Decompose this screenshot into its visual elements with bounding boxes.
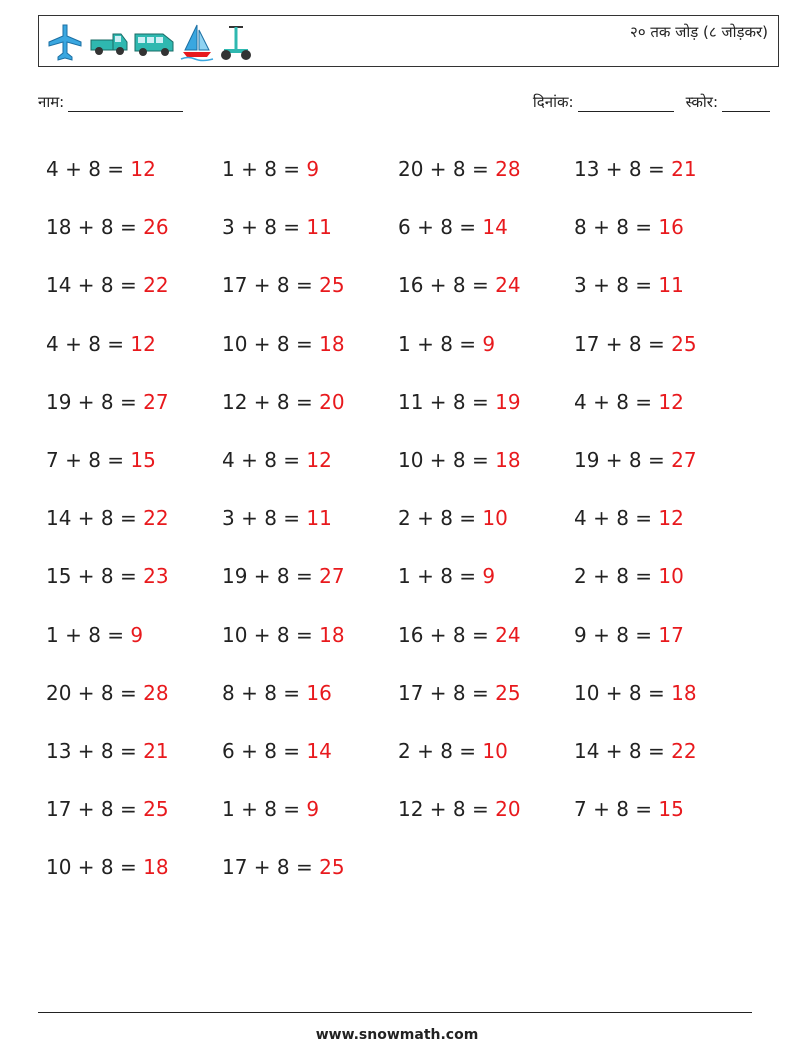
problem-item: [222, 332, 398, 356]
problem-row: [46, 780, 756, 838]
problem-item: [46, 390, 222, 414]
problem-question: 14 + 8 =: [574, 738, 672, 763]
problem-answer: 25: [143, 797, 169, 822]
problem-answer: 15: [130, 448, 156, 473]
problem-question: 13 + 8 =: [574, 157, 672, 182]
problem-answer: 16: [306, 680, 332, 705]
problem-answer: 20: [495, 797, 521, 822]
problem-answer: 22: [143, 506, 169, 531]
problem-item: [398, 681, 574, 705]
problem-item: [398, 332, 574, 356]
problem-question: 4 + 8 =: [46, 157, 131, 182]
problem-answer: 14: [306, 738, 332, 763]
problem-item: [46, 564, 222, 588]
problem-item: [46, 623, 222, 647]
worksheet-header: [38, 15, 779, 67]
problem-item: [398, 506, 574, 530]
date-label: दिनांक:: [532, 93, 574, 111]
name-field: [38, 92, 183, 112]
problem-answer: 25: [319, 855, 345, 880]
problem-row: [46, 315, 756, 373]
problem-answer: 20: [319, 389, 345, 414]
problem-item: [574, 506, 750, 530]
problem-question: 7 + 8 =: [574, 797, 659, 822]
problem-item: [574, 681, 750, 705]
problem-question: 4 + 8 =: [222, 448, 307, 473]
problem-question: 19 + 8 =: [222, 564, 320, 589]
problem-answer: 11: [306, 215, 332, 240]
problem-item: [222, 448, 398, 472]
problem-question: 2 + 8 =: [398, 738, 483, 763]
problem-question: 3 + 8 =: [222, 506, 307, 531]
problem-question: 20 + 8 =: [46, 680, 144, 705]
problem-row: [46, 198, 756, 256]
problem-answer: 14: [482, 215, 508, 240]
problem-question: 7 + 8 =: [46, 448, 131, 473]
problem-answer: 10: [482, 738, 508, 763]
problem-row: [46, 140, 756, 198]
problem-answer: 16: [658, 215, 684, 240]
name-blank[interactable]: [68, 97, 183, 112]
problem-question: 15 + 8 =: [46, 564, 144, 589]
problem-answer: 12: [658, 389, 684, 414]
problem-question: 17 + 8 =: [46, 797, 144, 822]
header-icons: [45, 21, 253, 63]
problem-item: [46, 215, 222, 239]
problem-row: [46, 431, 756, 489]
problem-answer: 9: [306, 797, 320, 822]
problem-question: 17 + 8 =: [222, 273, 320, 298]
problem-question: 4 + 8 =: [574, 389, 659, 414]
sailboat-icon: [179, 22, 215, 62]
problem-answer: 22: [671, 738, 697, 763]
problem-item: [46, 332, 222, 356]
problem-answer: 18: [319, 622, 345, 647]
problem-item: [46, 855, 222, 879]
problem-item: [398, 564, 574, 588]
problem-item: [398, 739, 574, 763]
problem-answer: 12: [658, 506, 684, 531]
problem-question: 12 + 8 =: [398, 797, 496, 822]
problem-question: 8 + 8 =: [574, 215, 659, 240]
problem-item: [398, 273, 574, 297]
problem-question: 6 + 8 =: [398, 215, 483, 240]
problem-row: [46, 547, 756, 605]
date-blank[interactable]: [578, 97, 674, 112]
problem-answer: 28: [495, 157, 521, 182]
problem-item: [46, 157, 222, 181]
problem-answer: 21: [143, 738, 169, 763]
problem-row: [46, 489, 756, 547]
date-field: [533, 92, 674, 112]
problem-question: 3 + 8 =: [574, 273, 659, 298]
problem-answer: 26: [143, 215, 169, 240]
footer-divider: [38, 1012, 752, 1013]
problem-answer: 24: [495, 622, 521, 647]
problem-item: [574, 390, 750, 414]
problem-question: 19 + 8 =: [574, 448, 672, 473]
problem-answer: 22: [143, 273, 169, 298]
airplane-icon: [45, 22, 85, 62]
problem-row: [46, 664, 756, 722]
pickup-truck-icon: [89, 22, 129, 62]
problem-item: [46, 739, 222, 763]
problem-item: [222, 390, 398, 414]
date-score-fields: [533, 92, 770, 112]
problem-item: [46, 506, 222, 530]
problem-answer: 27: [319, 564, 345, 589]
problem-question: 17 + 8 =: [574, 331, 672, 356]
score-blank[interactable]: [722, 97, 770, 112]
problem-answer: 12: [130, 331, 156, 356]
problem-question: 16 + 8 =: [398, 273, 496, 298]
problem-question: 10 + 8 =: [46, 855, 144, 880]
problem-item: [46, 681, 222, 705]
problem-answer: 9: [482, 331, 496, 356]
problem-question: 1 + 8 =: [46, 622, 131, 647]
problem-question: 13 + 8 =: [46, 738, 144, 763]
problem-row: [46, 722, 756, 780]
problem-item: [574, 273, 750, 297]
problem-answer: 25: [319, 273, 345, 298]
problem-question: 6 + 8 =: [222, 738, 307, 763]
name-label: नाम:: [38, 93, 65, 111]
problem-item: [222, 681, 398, 705]
scooter-icon: [219, 22, 253, 62]
problem-question: 10 + 8 =: [222, 622, 320, 647]
problem-question: 3 + 8 =: [222, 215, 307, 240]
problem-item: [46, 797, 222, 821]
problem-question: 17 + 8 =: [398, 680, 496, 705]
problem-item: [398, 623, 574, 647]
problem-question: 10 + 8 =: [222, 331, 320, 356]
problem-item: [398, 797, 574, 821]
problem-item: [574, 332, 750, 356]
problem-answer: 24: [495, 273, 521, 298]
problem-question: 4 + 8 =: [574, 506, 659, 531]
problem-item: [222, 273, 398, 297]
problem-answer: 27: [143, 389, 169, 414]
problem-answer: 10: [658, 564, 684, 589]
problem-item: [574, 564, 750, 588]
problem-item: [222, 855, 398, 879]
problem-answer: 11: [306, 506, 332, 531]
problem-answer: 27: [671, 448, 697, 473]
problem-answer: 10: [482, 506, 508, 531]
problem-question: 19 + 8 =: [46, 389, 144, 414]
problem-grid: [46, 140, 756, 896]
problem-question: 1 + 8 =: [222, 157, 307, 182]
problem-answer: 12: [130, 157, 156, 182]
problem-question: 17 + 8 =: [222, 855, 320, 880]
problem-question: 1 + 8 =: [398, 331, 483, 356]
problem-answer: 12: [306, 448, 332, 473]
problem-item: [222, 623, 398, 647]
problem-item: [574, 448, 750, 472]
problem-answer: 18: [495, 448, 521, 473]
problem-question: 2 + 8 =: [574, 564, 659, 589]
problem-item: [574, 157, 750, 181]
problem-answer: 23: [143, 564, 169, 589]
problem-row: [46, 256, 756, 314]
problem-answer: 11: [658, 273, 684, 298]
problem-answer: 21: [671, 157, 697, 182]
problem-item: [222, 564, 398, 588]
problem-answer: 18: [671, 680, 697, 705]
problem-item: [222, 739, 398, 763]
problem-question: 12 + 8 =: [222, 389, 320, 414]
problem-item: [222, 215, 398, 239]
score-label: स्कोर:: [685, 93, 718, 111]
problem-item: [222, 157, 398, 181]
problem-answer: 9: [306, 157, 320, 182]
problem-answer: 25: [495, 680, 521, 705]
van-icon: [133, 22, 175, 62]
problem-question: 11 + 8 =: [398, 389, 496, 414]
problem-item: [46, 448, 222, 472]
problem-item: [222, 506, 398, 530]
problem-question: 8 + 8 =: [222, 680, 307, 705]
problem-answer: 19: [495, 389, 521, 414]
problem-question: 14 + 8 =: [46, 506, 144, 531]
problem-item: [46, 273, 222, 297]
problem-item: [398, 448, 574, 472]
problem-question: 1 + 8 =: [398, 564, 483, 589]
problem-question: 20 + 8 =: [398, 157, 496, 182]
problem-item: [574, 797, 750, 821]
problem-question: 10 + 8 =: [398, 448, 496, 473]
problem-question: 14 + 8 =: [46, 273, 144, 298]
worksheet-title: २० तक जोड़ (८ जोड़कर): [630, 23, 768, 41]
problem-item: [398, 215, 574, 239]
problem-row: [46, 838, 756, 896]
problem-question: 18 + 8 =: [46, 215, 144, 240]
problem-question: 2 + 8 =: [398, 506, 483, 531]
problem-answer: 25: [671, 331, 697, 356]
problem-answer: 28: [143, 680, 169, 705]
problem-question: 1 + 8 =: [222, 797, 307, 822]
problem-answer: 18: [143, 855, 169, 880]
problem-question: 4 + 8 =: [46, 331, 131, 356]
problem-row: [46, 373, 756, 431]
score-field: [686, 92, 770, 112]
problem-item: [222, 797, 398, 821]
problem-question: 10 + 8 =: [574, 680, 672, 705]
problem-answer: 9: [130, 622, 144, 647]
problem-item: [574, 623, 750, 647]
footer-url: www.snowmath.com: [315, 1027, 479, 1043]
problem-item: [574, 215, 750, 239]
problem-question: 16 + 8 =: [398, 622, 496, 647]
problem-row: [46, 606, 756, 664]
problem-answer: 15: [658, 797, 684, 822]
problem-answer: 17: [658, 622, 684, 647]
problem-answer: 9: [482, 564, 496, 589]
problem-item: [574, 739, 750, 763]
problem-question: 9 + 8 =: [574, 622, 659, 647]
problem-item: [398, 157, 574, 181]
problem-item: [398, 390, 574, 414]
problem-answer: 18: [319, 331, 345, 356]
